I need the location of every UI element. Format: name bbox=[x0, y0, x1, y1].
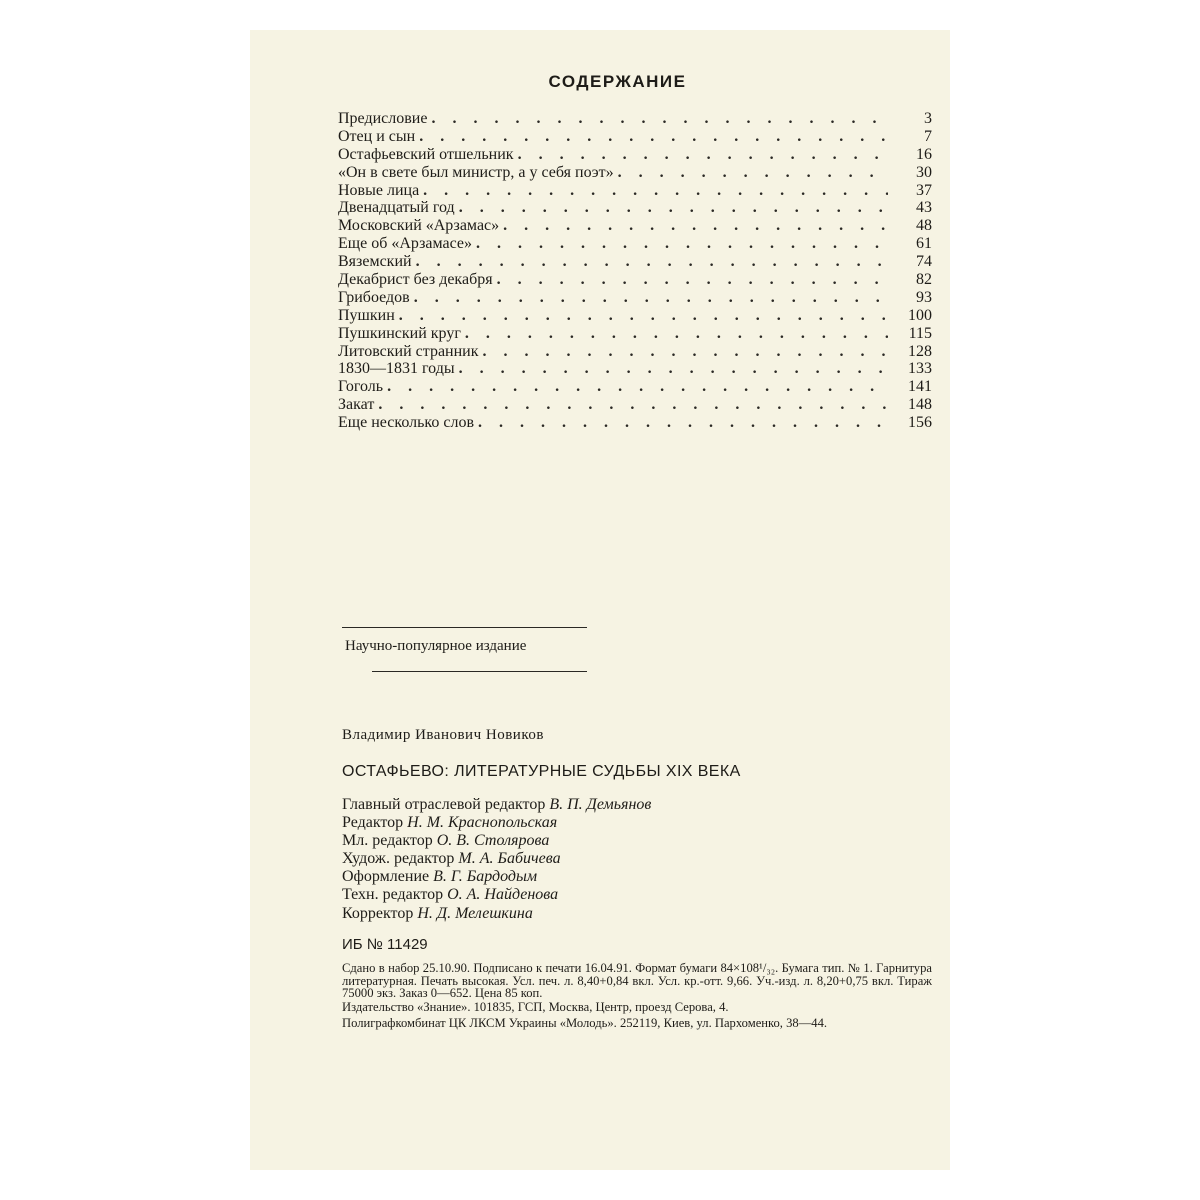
imprint-publisher: Издательство «Знание». 101835, ГСП, Москва, Центр, проезд Серова, 4. bbox=[342, 999, 729, 1014]
toc-entry-title: Грибоедов bbox=[338, 288, 410, 306]
toc-leader-dots bbox=[431, 110, 888, 128]
toc-entry-page: 100 bbox=[908, 306, 932, 324]
toc-leader-dots bbox=[378, 396, 888, 414]
toc-entry-page: 48 bbox=[916, 217, 932, 235]
toc-entry bbox=[338, 396, 932, 414]
credit-role: Главный отраслевой редактор bbox=[342, 796, 546, 813]
book-page bbox=[250, 30, 950, 1170]
toc-entry-page: 37 bbox=[916, 181, 932, 199]
toc-entry bbox=[338, 307, 932, 325]
toc-entry-page: 61 bbox=[916, 235, 932, 253]
toc-entry bbox=[338, 378, 932, 396]
credit-role: Редактор bbox=[342, 814, 404, 832]
credit-row bbox=[342, 905, 651, 923]
toc-entry bbox=[338, 343, 932, 361]
toc-entry-title: «Он в свете был министр, а у себя поэт» bbox=[338, 163, 614, 181]
toc-entry-page: 148 bbox=[908, 396, 932, 414]
credit-role: Корректор bbox=[342, 904, 414, 922]
credit-person: В. П. Демьянов bbox=[549, 796, 652, 813]
ib-number: ИБ № 11429 bbox=[342, 936, 428, 953]
toc-entry-title: Предисловие bbox=[338, 110, 428, 127]
imprint-block bbox=[342, 962, 932, 1030]
toc-entry bbox=[338, 199, 932, 217]
toc-entry-page: 156 bbox=[908, 414, 932, 432]
credit-row bbox=[342, 796, 651, 814]
toc-leader-dots bbox=[459, 199, 888, 217]
toc-leader-dots bbox=[618, 164, 888, 182]
credit-row bbox=[342, 832, 651, 850]
credit-person: В. Г. Бардодым bbox=[433, 868, 538, 886]
credit-person: О. В. Столярова bbox=[436, 832, 550, 850]
toc-entry-page: 3 bbox=[924, 110, 932, 127]
toc-leader-dots bbox=[478, 414, 888, 432]
credit-role: Мл. редактор bbox=[342, 832, 433, 850]
toc-leader-dots bbox=[419, 128, 888, 146]
toc-entry-page: 115 bbox=[908, 324, 932, 342]
toc-leader-dots bbox=[399, 307, 888, 325]
toc-entry-title: Московский «Арзамас» bbox=[338, 217, 500, 235]
toc-entry-title: Пушкинский круг bbox=[338, 324, 461, 342]
imprint-printer: Полиграфкомбинат ЦК ЛКСМ Украины «Молодь». 252119, Киев, ул. Пархоменко, 38—44. bbox=[342, 1016, 828, 1031]
toc-leader-dots bbox=[497, 271, 888, 289]
toc-entry-page: 82 bbox=[916, 271, 932, 289]
toc-title: СОДЕРЖАНИЕ bbox=[548, 72, 687, 91]
author-name: Владимир Иванович Новиков bbox=[342, 727, 544, 743]
toc-leader-dots bbox=[503, 217, 888, 235]
toc-leader-dots bbox=[414, 289, 888, 307]
credit-person: Н. М. Краснопольская bbox=[407, 814, 558, 832]
divider-bottom bbox=[372, 671, 587, 672]
toc-leader-dots bbox=[423, 182, 888, 200]
toc-leader-dots bbox=[518, 146, 888, 164]
edition-type: Научно-популярное издание bbox=[345, 638, 527, 654]
toc-entry-page: 133 bbox=[908, 360, 932, 378]
toc-entry-page: 7 bbox=[924, 127, 932, 145]
toc-entry-page: 128 bbox=[908, 342, 932, 360]
toc-entry-title: Декабрист без декабря bbox=[338, 271, 493, 289]
toc-leader-dots bbox=[465, 325, 888, 343]
toc-entry-page: 16 bbox=[916, 145, 932, 163]
credit-row bbox=[342, 886, 651, 904]
toc-leader-dots bbox=[459, 360, 888, 378]
toc-entry-title: Вяземский bbox=[338, 253, 412, 271]
toc-entry-page: 30 bbox=[916, 163, 932, 181]
toc-entry-title: Новые лица bbox=[338, 181, 420, 199]
toc-entry-page: 43 bbox=[916, 199, 932, 217]
credit-person: Н. Д. Мелешкина bbox=[417, 904, 533, 922]
credit-role: Техн. редактор bbox=[342, 886, 444, 904]
toc-list bbox=[338, 110, 932, 432]
toc-entry-page: 141 bbox=[908, 378, 932, 396]
toc-entry-title: Двенадцатый год bbox=[338, 199, 455, 217]
toc-entry-title: Отец и сын bbox=[338, 127, 416, 145]
credit-person: О. А. Найденова bbox=[447, 886, 559, 904]
toc-entry bbox=[338, 128, 932, 146]
toc-entry-page: 74 bbox=[916, 253, 932, 271]
credit-role: Худож. редактор bbox=[342, 850, 455, 868]
toc-entry bbox=[338, 414, 932, 432]
imprint-print-details: Сдано в набор 25.10.90. Подписано к печати 16.04.91. Формат бумаги 84×108¹/₃₂. Бумага тип. № 1. Гарнитура литературная. Печать высокая. Усл. печ. л. 8,40+0,84 вкл. Усл. кр.-отт. 9,66. Уч.-изд. л. 8,20+0,75 вкл. Тираж 75000 экз. Заказ 0—652. Цена 85 коп. bbox=[342, 961, 932, 1001]
toc-entry bbox=[338, 235, 932, 253]
toc-entry-title: Пушкин bbox=[338, 306, 395, 324]
toc-leader-dots bbox=[387, 378, 888, 396]
toc-entry-title: 1830—1831 годы bbox=[338, 360, 455, 378]
toc-entry-title: Еще об «Арзамасе» bbox=[338, 235, 473, 253]
toc-entry bbox=[338, 110, 932, 128]
credit-row bbox=[342, 814, 651, 832]
toc-entry bbox=[338, 360, 932, 378]
toc-leader-dots bbox=[416, 253, 888, 271]
toc-entry bbox=[338, 289, 932, 307]
toc-entry bbox=[338, 271, 932, 289]
toc-entry bbox=[338, 253, 932, 271]
credits-list bbox=[342, 796, 651, 923]
divider-top bbox=[342, 627, 587, 628]
toc-entry bbox=[338, 325, 932, 343]
credit-row bbox=[342, 868, 651, 886]
toc-leader-dots bbox=[476, 235, 888, 253]
toc-entry bbox=[338, 164, 932, 182]
toc-leader-dots bbox=[483, 343, 888, 361]
toc-entry-title: Гоголь bbox=[338, 378, 384, 396]
toc-entry bbox=[338, 146, 932, 164]
credit-role: Оформление bbox=[342, 868, 430, 886]
toc-entry bbox=[338, 217, 932, 235]
toc-entry-title: Остафьевский отшельник bbox=[338, 145, 514, 163]
toc-entry-title: Еще несколько слов bbox=[338, 414, 474, 432]
book-title: ОСТАФЬЕВО: ЛИТЕРАТУРНЫЕ СУДЬБЫ XIX ВЕКА bbox=[342, 763, 741, 780]
toc-entry-title: Закат bbox=[338, 396, 375, 414]
toc-entry-page: 93 bbox=[916, 288, 932, 306]
toc-entry bbox=[338, 182, 932, 200]
credit-person: М. А. Бабичева bbox=[458, 850, 561, 868]
credit-row bbox=[342, 850, 651, 868]
toc-entry-title: Литовский странник bbox=[338, 342, 479, 360]
